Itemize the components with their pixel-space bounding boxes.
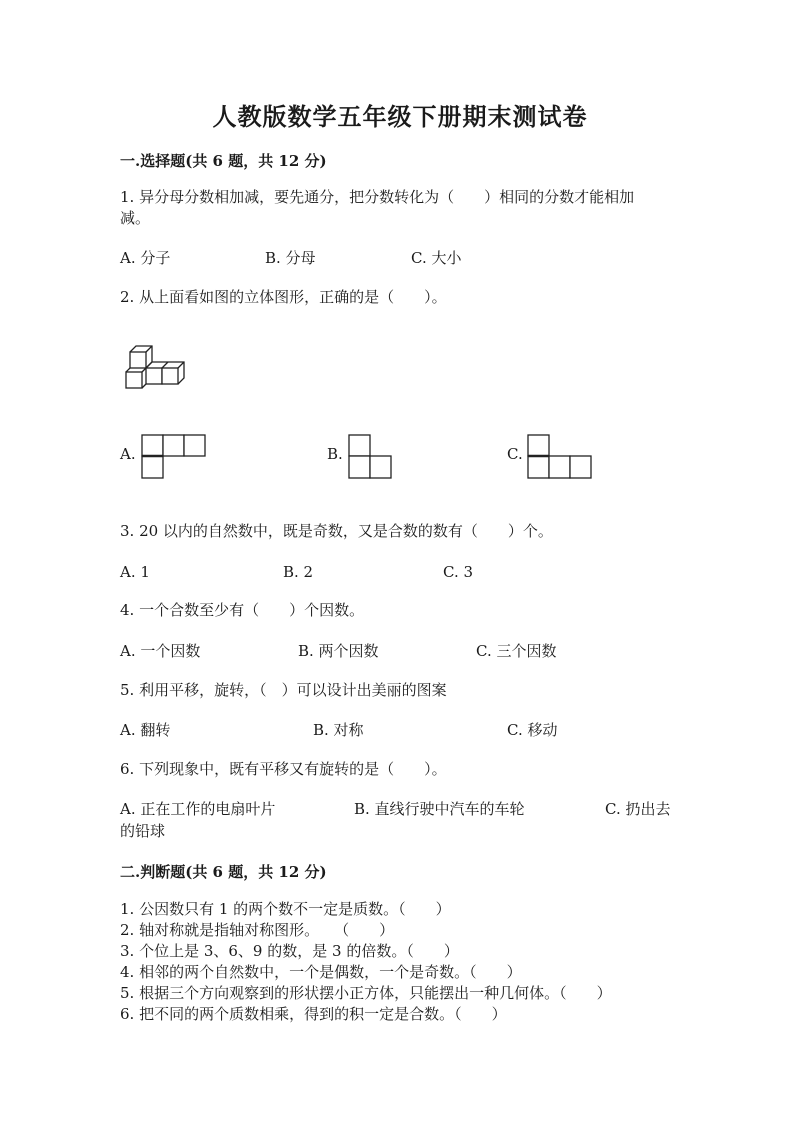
question-2-option-c: C.: [507, 445, 523, 463]
question-5-option-a: A. 翻转: [120, 721, 171, 739]
question-6-option-b: B. 直线行驶中汽车的车轮: [354, 800, 525, 818]
question-3-option-a: A. 1: [120, 563, 150, 581]
judgement-item-5: 5. 根据三个方向观察到的形状摆小正方体，只能摆出一种几何体。（ ）: [120, 984, 612, 1002]
judgement-item-1: 1. 公因数只有 1 的两个数不一定是质数。（ ）: [120, 900, 451, 918]
question-1-option-b: B. 分母: [265, 249, 316, 267]
question-6-option-a: A. 正在工作的电扇叶片: [120, 800, 276, 818]
option-b-top-view-figure: [348, 434, 394, 480]
question-3-option-b: B. 2: [283, 563, 314, 581]
question-1-option-c: C. 大小: [411, 249, 462, 267]
question-2-option-b: B.: [327, 445, 343, 463]
question-4-option-c: C. 三个因数: [476, 642, 557, 660]
section-heading-choice: 一.选择题(共 6 题，共 12 分): [120, 152, 327, 170]
judgement-item-6: 6. 把不同的两个质数相乘，得到的积一定是合数。（ ）: [120, 1005, 507, 1023]
page-title: 人教版数学五年级下册期末测试卷: [212, 102, 588, 131]
section-heading-judgement: 二.判断题(共 6 题，共 12 分): [120, 863, 327, 881]
question-2-stem: 2. 从上面看如图的立体图形，正确的是（ ）。: [120, 288, 447, 306]
question-3-option-c: C. 3: [443, 563, 474, 581]
question-6-stem: 6. 下列现象中，既有平移又有旋转的是（ ）。: [120, 760, 447, 778]
judgement-item-3: 3. 个位上是 3、6、9 的数，是 3 的倍数。（ ）: [120, 942, 459, 960]
option-c-top-view-figure: [527, 434, 593, 480]
judgement-item-2: 2. 轴对称就是指轴对称图形。 （ ）: [120, 921, 395, 939]
question-4-stem: 4. 一个合数至少有（ ）个因数。: [120, 601, 365, 619]
question-6-option-c-continued: 的铅球: [120, 822, 166, 840]
question-1-stem-line1: 1. 异分母分数相加减，要先通分，把分数转化为（ ）相同的分数才能相加: [120, 188, 635, 206]
judgement-item-4: 4. 相邻的两个自然数中，一个是偶数，一个是奇数。（ ）: [120, 963, 522, 981]
question-2-option-a: A.: [120, 445, 136, 463]
question-6-option-c: C. 扔出去: [605, 800, 671, 818]
question-5-option-b: B. 对称: [313, 721, 364, 739]
question-2-cube-figure: [123, 343, 187, 389]
question-4-option-a: A. 一个因数: [120, 642, 201, 660]
question-3-stem: 3. 20 以内的自然数中，既是奇数，又是合数的数有（ ）个。: [120, 522, 553, 540]
question-5-option-c: C. 移动: [507, 721, 558, 739]
question-4-option-b: B. 两个因数: [298, 642, 379, 660]
question-5-stem: 5. 利用平移，旋转，（ ）可以设计出美丽的图案: [120, 681, 447, 699]
question-1-option-a: A. 分子: [120, 249, 171, 267]
question-1-stem-line2: 减。: [120, 209, 151, 227]
option-a-top-view-figure: [141, 434, 207, 480]
